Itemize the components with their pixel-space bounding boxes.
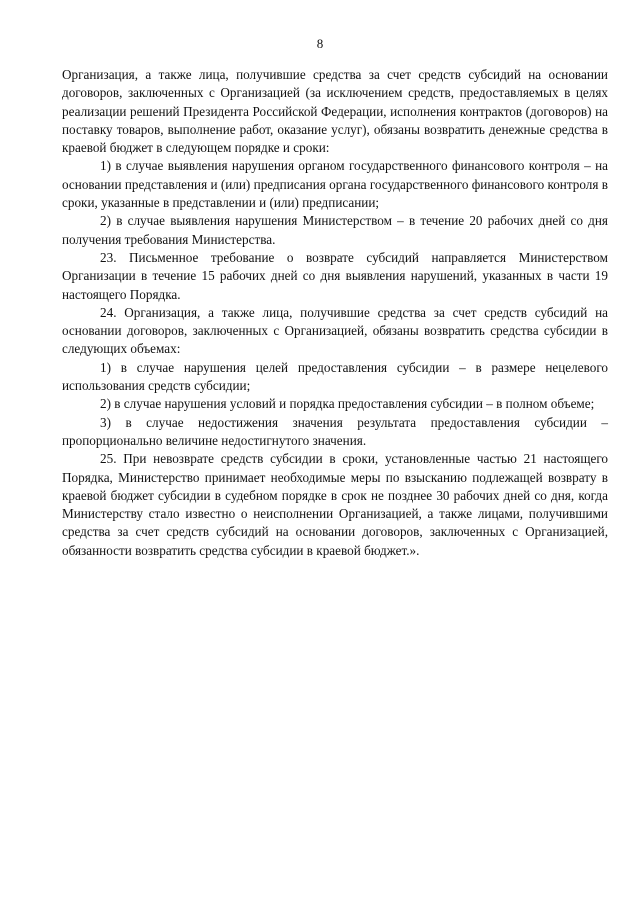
paragraph-clause-24-item-1: 1) в случае нарушения целей предоставления субсидии – в размере нецелевого использования средств субсидии; [62,359,608,394]
page-number: 8 [316,36,324,51]
paragraph-clause-23: 23. Письменное требование о возврате субсидий направляется Министерством Организации в течение 15 рабочих дней со дня выявления нарушений, указанных в части 19 настоящего Порядка. [62,249,608,302]
paragraph-clause-24: 24. Организация, а также лица, получившие средства за счет средств субсидий на основании договоров, заключенных с Организацией, обязаны возвратить средства субсидии в следующих объемах: [62,304,608,357]
paragraph-clause-24-item-2: 2) в случае нарушения условий и порядка предоставления субсидии – в полном объеме; [100,396,595,412]
paragraph-continuation: Организация, а также лица, получившие средства за счет средств субсидий на основании договоров, заключенных с Организацией (за исключением средств, предоставляемых в целях реализации решений Президента Российской Федерации, исполнения контрактов (договоров) на поставку товаров, выполнение работ, оказание услуг), обязаны возвратить денежные средства в краевой бюджет в следующем порядке и сроки: [62,67,608,156]
paragraph-item-1-control-body: 1) в случае выявления нарушения органом государственного финансового контроля – на основании представления и (или) предписания органа государственного финансового контроля в сроки, указанные в представлении и (или) предписании; [62,158,608,211]
paragraph-item-2-ministry: 2) в случае выявления нарушения Министерством – в течение 20 рабочих дней со дня получения требования Министерства. [62,213,608,247]
paragraph-clause-25: 25. При невозврате средств субсидии в сроки, установленные частью 21 настоящего Порядка, Министерство принимает необходимые меры по взысканию подлежащей возврату в краевой бюджет субсидии в судебном порядке в срок не позднее 30 рабочих дней со дня, когда Министерству стало известно о неисполнении Организацией, а также лицами, получившими средства за счет средств субсидий на основании договоров, заключенных с Организацией, обязанности возвратить средства субсидии в краевой бюджет.». [62,451,608,558]
document-body [62,66,608,560]
paragraph-clause-24-item-3: 3) в случае недостижения значения результата предоставления субсидии – пропорционально величине недостигнутого значения. [62,414,608,448]
